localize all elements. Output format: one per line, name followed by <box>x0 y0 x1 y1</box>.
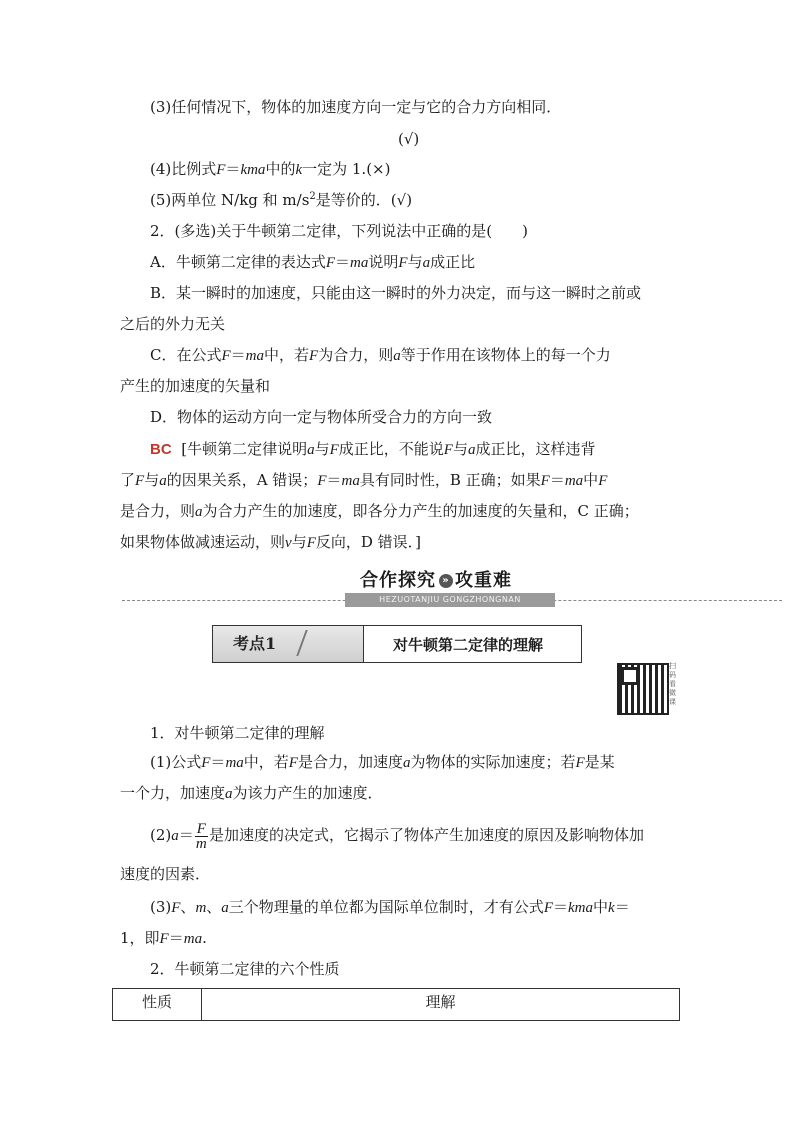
var: a <box>467 442 476 458</box>
point-1-line1 <box>150 751 615 774</box>
superscript: 2 <box>309 191 316 202</box>
var: k <box>608 900 615 916</box>
table-header-cell: 理解 <box>202 989 680 1021</box>
text: (3) <box>150 898 172 916</box>
text: 与 <box>144 471 160 489</box>
var: ma <box>245 348 265 364</box>
var: ma <box>183 931 203 947</box>
text: ＝ <box>552 898 568 916</box>
var: F <box>288 755 298 771</box>
text: 等于作用在该物体上的每一个力 <box>400 346 611 364</box>
var: F <box>216 162 226 178</box>
section-1-heading: 1．对牛顿第二定律的理解 <box>150 724 325 742</box>
option-c-line1 <box>150 344 611 367</box>
section-2-heading: 2．牛顿第二定律的六个性质 <box>150 960 340 978</box>
point-2-line2: 速度的因素． <box>120 865 211 883</box>
var: ma <box>225 755 244 771</box>
text: 、 <box>206 898 222 916</box>
text: 中，若 <box>264 346 310 364</box>
var: F <box>309 348 319 364</box>
var: a <box>195 504 203 520</box>
text: 为合力，则 <box>318 346 394 364</box>
item-number: (3) <box>150 98 172 116</box>
point-3-line2 <box>120 927 207 950</box>
text: ＝ <box>210 753 226 771</box>
var: a <box>159 473 167 489</box>
answer-line3 <box>120 500 639 523</box>
text: [牛顿第二定律说明 <box>181 440 308 458</box>
text: 是合力，加速度 <box>297 753 403 771</box>
var: F <box>171 900 181 916</box>
var: kma <box>568 900 593 916</box>
point-2-line1 <box>150 820 644 851</box>
var: a <box>221 900 229 916</box>
text: 中 <box>583 471 599 489</box>
statement-5 <box>150 189 412 211</box>
answer-line1 <box>150 438 595 461</box>
text: 是合力，则 <box>120 502 196 520</box>
question-2-stem: 2．(多选)关于牛顿第二定律，下列说法中正确的是( ) <box>150 222 528 240</box>
properties-table <box>112 988 680 1021</box>
text: 、 <box>180 898 196 916</box>
var: m <box>195 900 207 916</box>
option-c-line2: 产生的加速度的矢量和 <box>120 377 271 395</box>
var: F <box>306 535 316 551</box>
statement-text: 任何情况下，物体的加速度方向一定与它的合力方向相同． <box>171 98 562 116</box>
text: (2) <box>150 826 172 844</box>
var: a <box>402 755 411 771</box>
text: 成正比，这样违背 <box>475 440 596 458</box>
var: a <box>225 786 233 802</box>
text: 三个物理量的单位都为国际单位制时，才有公式 <box>228 898 544 916</box>
text: . <box>202 929 207 947</box>
text: 如果物体做减速运动，则 <box>120 533 286 551</box>
var: a <box>422 255 431 271</box>
text: (5)两单位 N/kg 和 m/s <box>150 191 310 209</box>
text: (4)比例式 <box>150 160 217 178</box>
var: F <box>575 755 585 771</box>
text: 是等价的．(√) <box>315 191 413 209</box>
text: 与 <box>291 533 307 551</box>
text: 成正比，不能说 <box>338 440 444 458</box>
text: 为该力产生的加速度． <box>232 784 383 802</box>
double-arrow-icon: » <box>439 574 453 588</box>
text: C．在公式 <box>150 346 222 364</box>
topic-box <box>212 625 582 663</box>
answer-line4 <box>120 531 421 554</box>
var: ma <box>341 473 360 489</box>
text: 为物体的实际加速度；若 <box>410 753 576 771</box>
text: 是某 <box>584 753 615 771</box>
var: F <box>540 473 550 489</box>
var: ma <box>564 473 584 489</box>
var: v <box>285 535 292 551</box>
option-b-line2: 之后的外力无关 <box>120 315 226 333</box>
table-header-cell: 性质 <box>113 989 202 1021</box>
answer-line2 <box>120 469 607 492</box>
point-3-line1 <box>150 896 630 919</box>
option-a <box>150 251 475 274</box>
qr-note: 扫码看微课 <box>669 662 676 706</box>
var: F <box>543 900 553 916</box>
text: ＝ <box>225 160 241 178</box>
topic-label: 考点1 <box>233 634 277 653</box>
var: a <box>171 828 179 844</box>
statement-3 <box>150 96 561 118</box>
var: kma <box>240 162 266 178</box>
text: 了 <box>120 471 136 489</box>
var: a <box>393 348 401 364</box>
var: F <box>325 255 336 271</box>
text: 与 <box>407 253 423 271</box>
var: F <box>317 473 327 489</box>
text: 与 <box>452 440 468 458</box>
qr-code-icon[interactable] <box>617 663 669 715</box>
topic-tag <box>213 626 364 662</box>
text: 与 <box>314 440 330 458</box>
text: 具有同时性，B 正确；如果 <box>359 471 541 489</box>
denominator: m <box>195 835 207 852</box>
banner-pinyin: HEZUOTANJIU GONGZHONGNAN <box>345 593 555 607</box>
answer-key: BC <box>150 441 172 458</box>
var: F <box>201 755 211 771</box>
topic-title: 对牛顿第二定律的理解 <box>393 636 544 654</box>
var: F <box>329 442 339 458</box>
numerator: F <box>196 820 206 837</box>
text: ＝ <box>178 826 194 844</box>
banner-title-part2: 攻重难 <box>455 570 512 591</box>
var: a <box>307 442 315 458</box>
var: F <box>398 255 408 271</box>
text: 1，即 <box>120 929 160 947</box>
tag-slash-decoration <box>278 630 307 656</box>
point-1-line2 <box>120 782 383 805</box>
text: 一定为 1.(×) <box>302 160 391 178</box>
text: 为合力产生的加速度，即各分力产生的加速度的矢量和，C 正确； <box>202 502 639 520</box>
fraction-f-over-m <box>195 822 208 851</box>
judgement-mark-3: (√) <box>398 130 420 148</box>
text: A．牛顿第二定律的表达式 <box>150 253 326 271</box>
text: 的因果关系，A 错误； <box>166 471 318 489</box>
text: ＝ <box>230 346 246 364</box>
text: 反向，D 错误．] <box>315 533 422 551</box>
var: F <box>598 473 608 489</box>
text: ＝ <box>549 471 565 489</box>
var: k <box>295 162 303 178</box>
text: 一个力，加速度 <box>120 784 226 802</box>
text: (1)公式 <box>150 753 202 771</box>
text: 中，若 <box>243 753 289 771</box>
text: 成正比 <box>430 253 476 271</box>
text: ＝ <box>168 929 184 947</box>
text: ＝ <box>335 253 351 271</box>
option-d: D．物体的运动方向一定与物体所受合力的方向一致 <box>150 408 493 426</box>
var: F <box>135 473 145 489</box>
banner-title-part1: 合作探究 <box>360 570 436 591</box>
option-b-line1: B．某一瞬时的加速度，只能由这一瞬时的外力决定，而与这一瞬时之前或 <box>150 284 642 302</box>
var: F <box>221 348 231 364</box>
text: 中的 <box>265 160 296 178</box>
text: 说明 <box>368 253 399 271</box>
text: 中 <box>593 898 609 916</box>
var: ma <box>350 255 369 271</box>
text: ＝ <box>326 471 342 489</box>
statement-4 <box>150 158 390 181</box>
text: ＝ <box>614 898 630 916</box>
var: F <box>443 442 453 458</box>
text: 是加速度的决定式，它揭示了物体产生加速度的原因及影响物体加 <box>208 826 644 844</box>
var: F <box>159 931 169 947</box>
section-banner <box>360 566 540 590</box>
table-header-row <box>113 989 680 1021</box>
